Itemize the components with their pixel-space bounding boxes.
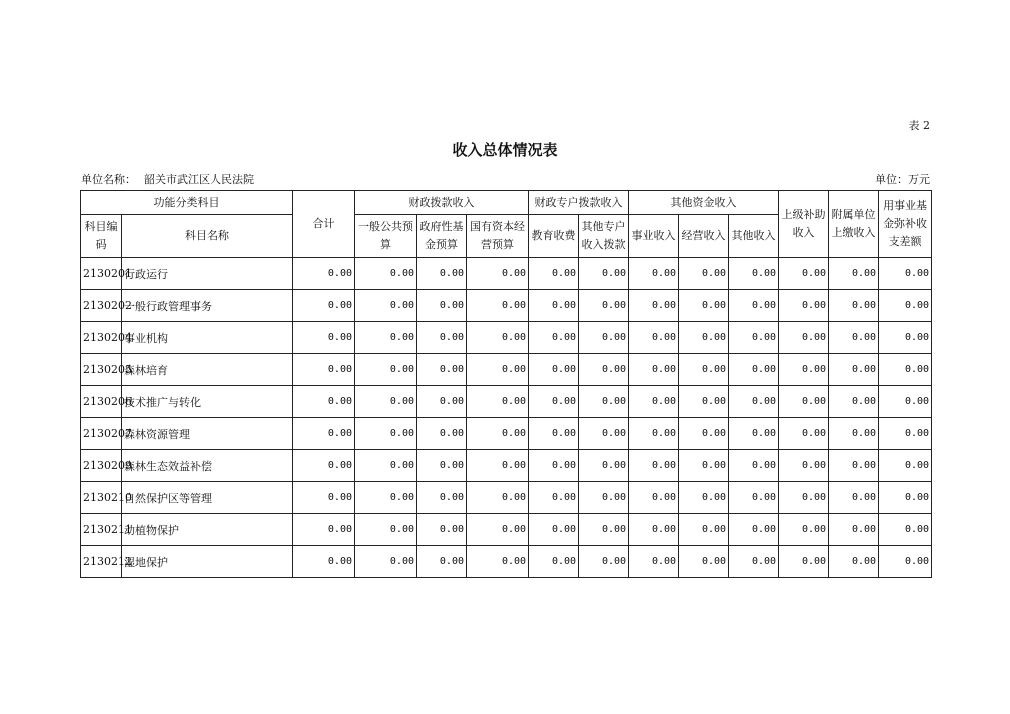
amount-cell: 0.00: [779, 482, 829, 514]
amount-cell: 0.00: [879, 450, 932, 482]
amount-cell: 0.00: [879, 258, 932, 290]
table-row: [81, 258, 932, 290]
subject-name-cell: 事业机构: [122, 322, 293, 354]
other-special-header: 其他专户收入拨款: [579, 215, 629, 258]
amount-cell: 0.00: [679, 482, 729, 514]
other-income-header: 其他收入: [729, 215, 779, 258]
amount-cell: 0.00: [679, 386, 729, 418]
amount-cell: 0.00: [529, 258, 579, 290]
amount-cell: 0.00: [293, 354, 355, 386]
table-row: [81, 482, 932, 514]
amount-cell: 0.00: [355, 450, 417, 482]
subject-name-cell: 一般行政管理事务: [122, 290, 293, 322]
amount-cell: 0.00: [579, 290, 629, 322]
subject-name-cell: 行政运行: [122, 258, 293, 290]
name-header: 科目名称: [122, 215, 293, 258]
amount-cell: 0.00: [729, 258, 779, 290]
subject-name-cell: 湿地保护: [122, 546, 293, 578]
amount-cell: 0.00: [529, 322, 579, 354]
table-row: [81, 450, 932, 482]
amount-cell: 0.00: [467, 290, 529, 322]
amount-cell: 0.00: [629, 258, 679, 290]
amount-cell: 0.00: [879, 290, 932, 322]
amount-cell: 0.00: [467, 354, 529, 386]
amount-cell: 0.00: [879, 322, 932, 354]
amount-cell: 0.00: [629, 546, 679, 578]
table-row: [81, 386, 932, 418]
unit-name-value: 韶关市武江区人民法院: [144, 173, 254, 186]
amount-cell: 0.00: [579, 418, 629, 450]
amount-cell: 0.00: [417, 514, 467, 546]
gov-fund-budget-header: 政府性基金预算: [417, 215, 467, 258]
table-row: [81, 354, 932, 386]
subject-code-cell: 2130212: [81, 546, 122, 578]
subject-name-cell: 森林资源管理: [122, 418, 293, 450]
amount-cell: 0.00: [579, 322, 629, 354]
amount-cell: 0.00: [529, 418, 579, 450]
subject-code-cell: 2130206: [81, 386, 122, 418]
amount-cell: 0.00: [529, 514, 579, 546]
amount-cell: 0.00: [417, 258, 467, 290]
amount-cell: 0.00: [417, 546, 467, 578]
subject-code-cell: 2130207: [81, 418, 122, 450]
amount-cell: 0.00: [779, 450, 829, 482]
subject-name-cell: 技术推广与转化: [122, 386, 293, 418]
subject-code-cell: 2130204: [81, 322, 122, 354]
amount-cell: 0.00: [579, 514, 629, 546]
amount-cell: 0.00: [829, 290, 879, 322]
code-header: 科目编码: [81, 215, 122, 258]
amount-cell: 0.00: [679, 418, 729, 450]
amount-cell: 0.00: [467, 546, 529, 578]
subject-code-cell: 2130201: [81, 258, 122, 290]
amount-cell: 0.00: [355, 418, 417, 450]
amount-cell: 0.00: [467, 258, 529, 290]
amount-cell: 0.00: [779, 418, 829, 450]
amount-cell: 0.00: [293, 514, 355, 546]
amount-cell: 0.00: [729, 322, 779, 354]
total-header: 合计: [293, 191, 355, 258]
amount-cell: 0.00: [779, 514, 829, 546]
amount-cell: 0.00: [679, 354, 729, 386]
subject-code-cell: 2130205: [81, 354, 122, 386]
amount-cell: 0.00: [293, 450, 355, 482]
subject-name-cell: 动植物保护: [122, 514, 293, 546]
amount-cell: 0.00: [293, 546, 355, 578]
unit-name-label: 单位名称：: [81, 173, 136, 186]
amount-cell: 0.00: [879, 482, 932, 514]
amount-cell: 0.00: [779, 322, 829, 354]
amount-cell: 0.00: [729, 354, 779, 386]
amount-cell: 0.00: [629, 322, 679, 354]
other-funds-header: 其他资金收入: [629, 191, 779, 215]
amount-cell: 0.00: [829, 546, 879, 578]
amount-cell: 0.00: [879, 354, 932, 386]
table-row: [81, 418, 932, 450]
operating-income-header: 经营收入: [679, 215, 729, 258]
page-title: 收入总体情况表: [452, 141, 558, 159]
amount-cell: 0.00: [879, 418, 932, 450]
amount-cell: 0.00: [679, 450, 729, 482]
amount-cell: 0.00: [355, 258, 417, 290]
subject-name-cell: 森林生态效益补偿: [122, 450, 293, 482]
amount-cell: 0.00: [779, 290, 829, 322]
unit-name: [81, 171, 262, 187]
amount-cell: 0.00: [729, 482, 779, 514]
amount-cell: 0.00: [417, 322, 467, 354]
amount-cell: 0.00: [529, 450, 579, 482]
amount-cell: 0.00: [579, 450, 629, 482]
amount-cell: 0.00: [355, 514, 417, 546]
amount-cell: 0.00: [829, 386, 879, 418]
amount-cell: 0.00: [293, 322, 355, 354]
table-row: [81, 514, 932, 546]
amount-cell: 0.00: [829, 354, 879, 386]
amount-cell: 0.00: [879, 386, 932, 418]
amount-cell: 0.00: [417, 354, 467, 386]
amount-cell: 0.00: [679, 258, 729, 290]
amount-cell: 0.00: [679, 290, 729, 322]
amount-cell: 0.00: [293, 386, 355, 418]
amount-cell: 0.00: [467, 386, 529, 418]
table-row: [81, 322, 932, 354]
amount-cell: 0.00: [293, 482, 355, 514]
amount-cell: 0.00: [679, 514, 729, 546]
amount-cell: 0.00: [679, 546, 729, 578]
amount-cell: 0.00: [355, 482, 417, 514]
amount-cell: 0.00: [829, 514, 879, 546]
amount-cell: 0.00: [355, 290, 417, 322]
amount-cell: 0.00: [579, 386, 629, 418]
amount-cell: 0.00: [829, 322, 879, 354]
amount-cell: 0.00: [467, 322, 529, 354]
amount-cell: 0.00: [293, 258, 355, 290]
amount-cell: 0.00: [729, 418, 779, 450]
education-fee-header: 教育收费: [529, 215, 579, 258]
amount-cell: 0.00: [829, 482, 879, 514]
amount-cell: 0.00: [467, 482, 529, 514]
amount-cell: 0.00: [529, 546, 579, 578]
subject-code-cell: 2130209: [81, 450, 122, 482]
amount-cell: 0.00: [529, 482, 579, 514]
amount-cell: 0.00: [417, 418, 467, 450]
income-summary-table: [80, 190, 932, 578]
amount-cell: 0.00: [629, 386, 679, 418]
general-budget-header: 一般公共预算: [355, 215, 417, 258]
amount-cell: 0.00: [829, 258, 879, 290]
amount-cell: 0.00: [629, 514, 679, 546]
subject-code-cell: 2130211: [81, 514, 122, 546]
special-account-header: 财政专户拨款收入: [529, 191, 629, 215]
amount-cell: 0.00: [629, 450, 679, 482]
amount-cell: 0.00: [679, 322, 729, 354]
amount-cell: 0.00: [293, 418, 355, 450]
amount-cell: 0.00: [579, 546, 629, 578]
state-capital-budget-header: 国有资本经营预算: [467, 215, 529, 258]
amount-cell: 0.00: [629, 482, 679, 514]
amount-cell: 0.00: [829, 450, 879, 482]
amount-cell: 0.00: [779, 258, 829, 290]
amount-cell: 0.00: [729, 546, 779, 578]
amount-cell: 0.00: [779, 386, 829, 418]
fiscal-header: 财政拨款收入: [355, 191, 529, 215]
func-class-header: 功能分类科目: [81, 191, 293, 215]
amount-cell: 0.00: [729, 386, 779, 418]
amount-cell: 0.00: [629, 290, 679, 322]
amount-cell: 0.00: [779, 546, 829, 578]
superior-subsidy-header: 上级补助收入: [779, 191, 829, 258]
table-number: 表 2: [908, 119, 930, 132]
affiliated-unit-header: 附属单位上缴收入: [829, 191, 879, 258]
amount-cell: 0.00: [729, 514, 779, 546]
amount-cell: 0.00: [729, 450, 779, 482]
fund-balance-header: 用事业基金弥补收支差额: [879, 191, 932, 258]
amount-cell: 0.00: [529, 386, 579, 418]
amount-cell: 0.00: [417, 482, 467, 514]
amount-cell: 0.00: [579, 258, 629, 290]
subject-name-cell: 森林培育: [122, 354, 293, 386]
amount-cell: 0.00: [579, 354, 629, 386]
table-row: [81, 546, 932, 578]
subject-name-cell: 自然保护区等管理: [122, 482, 293, 514]
amount-cell: 0.00: [417, 450, 467, 482]
amount-cell: 0.00: [417, 386, 467, 418]
amount-cell: 0.00: [579, 482, 629, 514]
amount-cell: 0.00: [467, 450, 529, 482]
subject-code-cell: 2130210: [81, 482, 122, 514]
amount-cell: 0.00: [355, 354, 417, 386]
amount-cell: 0.00: [355, 546, 417, 578]
amount-cell: 0.00: [629, 354, 679, 386]
amount-cell: 0.00: [355, 322, 417, 354]
amount-cell: 0.00: [779, 354, 829, 386]
business-income-header: 事业收入: [629, 215, 679, 258]
subject-code-cell: 2130202: [81, 290, 122, 322]
currency-unit: 单位：万元: [875, 173, 930, 186]
amount-cell: 0.00: [467, 418, 529, 450]
amount-cell: 0.00: [417, 290, 467, 322]
amount-cell: 0.00: [829, 418, 879, 450]
amount-cell: 0.00: [879, 514, 932, 546]
amount-cell: 0.00: [729, 290, 779, 322]
amount-cell: 0.00: [879, 546, 932, 578]
amount-cell: 0.00: [293, 290, 355, 322]
amount-cell: 0.00: [467, 514, 529, 546]
table-row: [81, 290, 932, 322]
amount-cell: 0.00: [529, 290, 579, 322]
amount-cell: 0.00: [355, 386, 417, 418]
amount-cell: 0.00: [629, 418, 679, 450]
amount-cell: 0.00: [529, 354, 579, 386]
